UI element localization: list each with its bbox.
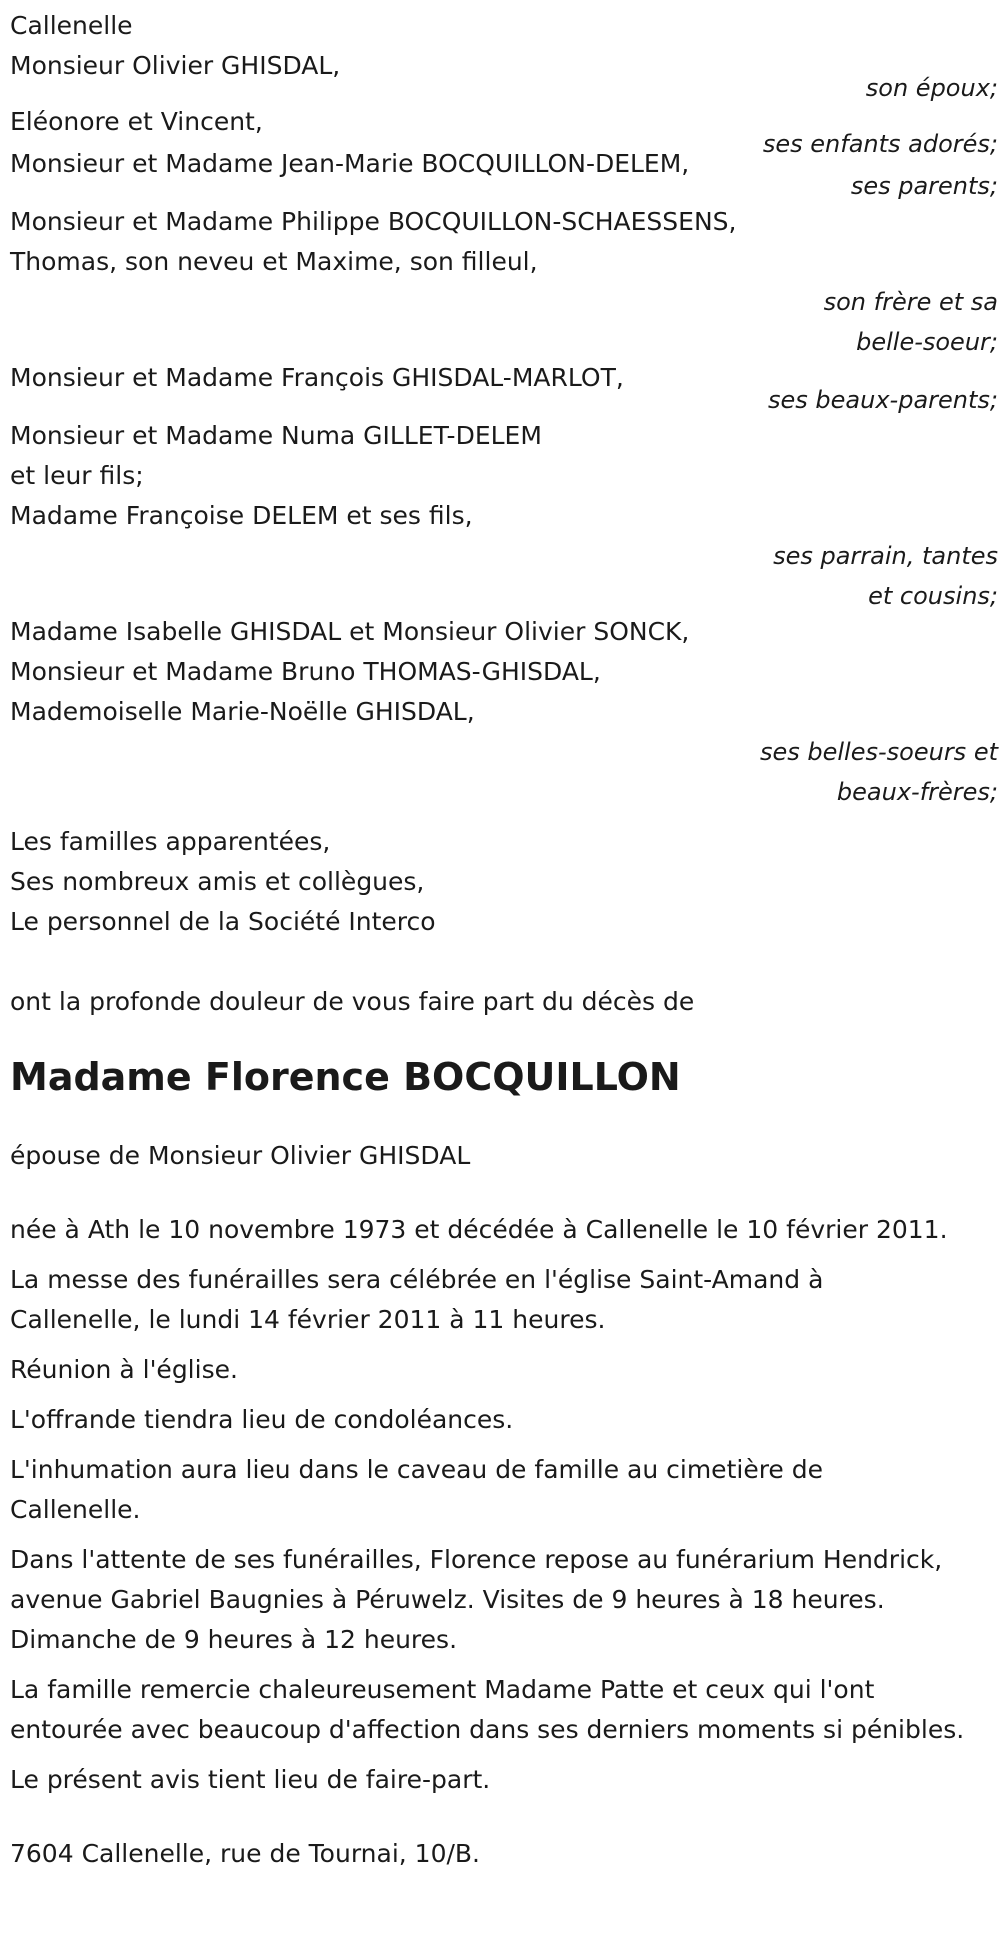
relation-label: belle-soeur;: [856, 328, 998, 356]
relation-label: beaux-frères;: [836, 778, 998, 806]
family-name-line: Monsieur et Madame Philippe BOCQUILLON-SCHAESSENS,: [10, 207, 737, 236]
family-group: [10, 358, 998, 420]
relation-label: ses belles-soeurs et: [759, 738, 998, 766]
birth-death-paragraph: née à Ath le 10 novembre 1973 et décédée à Callenelle le 10 février 2011.: [10, 1215, 948, 1244]
family-name-line: Madame Françoise DELEM et ses fils,: [10, 501, 473, 530]
others-line: Le personnel de la Société Interco: [10, 907, 436, 936]
town-heading: Callenelle: [10, 11, 133, 40]
family-group: [10, 46, 998, 108]
relation-label: ses enfants adorés;: [762, 130, 998, 158]
relation-label: et cousins;: [868, 582, 998, 610]
family-name-line: Thomas, son neveu et Maxime, son filleul,: [10, 247, 538, 276]
deceased-name: Madame Florence BOCQUILLON: [10, 1055, 681, 1099]
family-name-line: Monsieur Olivier GHISDAL,: [10, 51, 341, 80]
meeting-paragraph: Réunion à l'église.: [10, 1355, 238, 1384]
family-name-line: Monsieur et Madame Numa GILLET-DELEM: [10, 421, 542, 450]
family-group: [10, 202, 998, 362]
family-name-line: et leur fils;: [10, 461, 144, 490]
family-name-line: Mademoiselle Marie-Noëlle GHISDAL,: [10, 697, 475, 726]
relation-label: son époux;: [865, 74, 998, 102]
relation-label: ses beaux-parents;: [768, 386, 998, 414]
family-group: [10, 416, 998, 616]
relation-label: ses parrain, tantes: [773, 542, 998, 570]
family-name-line: Monsieur et Madame Jean-Marie BOCQUILLON-DELEM,: [10, 149, 690, 178]
relation-label: ses parents;: [850, 172, 998, 200]
burial-paragraph: L'inhumation aura lieu dans le caveau de famille au cimetière de Callenelle.: [10, 1455, 824, 1524]
visitation-paragraph: Dans l'attente de ses funérailles, Florence repose au funérarium Hendrick, avenue Gabriel Baugnies à Péruwelz. Visites de 9 heures à 18 heures. Dimanche de 9 heures à 12 heures.: [10, 1545, 943, 1654]
spouse-line: épouse de Monsieur Olivier GHISDAL: [10, 1141, 471, 1170]
family-name-line: Monsieur et Madame Bruno THOMAS-GHISDAL,: [10, 657, 601, 686]
others-line: Ses nombreux amis et collègues,: [10, 867, 425, 896]
others-line: Les familles apparentées,: [10, 827, 331, 856]
details-section: [10, 1210, 970, 1800]
relation-label: son frère et sa: [823, 288, 998, 316]
offering-paragraph: L'offrande tiendra lieu de condoléances.: [10, 1405, 514, 1434]
family-name-line: Madame Isabelle GHISDAL et Monsieur Olivier SONCK,: [10, 617, 690, 646]
family-name-line: Monsieur et Madame François GHISDAL-MARLOT,: [10, 363, 624, 392]
address-line: 7604 Callenelle, rue de Tournai, 10/B.: [10, 1839, 480, 1868]
family-group: [10, 612, 998, 812]
family-name-line: Eléonore et Vincent,: [10, 107, 263, 136]
thanks-paragraph: La famille remercie chaleureusement Madame Patte et ceux qui l'ont entourée avec beaucoup d'affection dans ses derniers moments si pénibles.: [10, 1675, 965, 1744]
notice-paragraph: Le présent avis tient lieu de faire-part.: [10, 1765, 491, 1794]
obituary-content: [10, 6, 998, 1874]
announcement-text: ont la profonde douleur de vous faire part du décès de: [10, 987, 695, 1016]
others-group: [10, 822, 998, 942]
funeral-mass-paragraph: La messe des funérailles sera célébrée en l'église Saint-Amand à Callenelle, le lundi 14 février 2011 à 11 heures.: [10, 1265, 824, 1334]
